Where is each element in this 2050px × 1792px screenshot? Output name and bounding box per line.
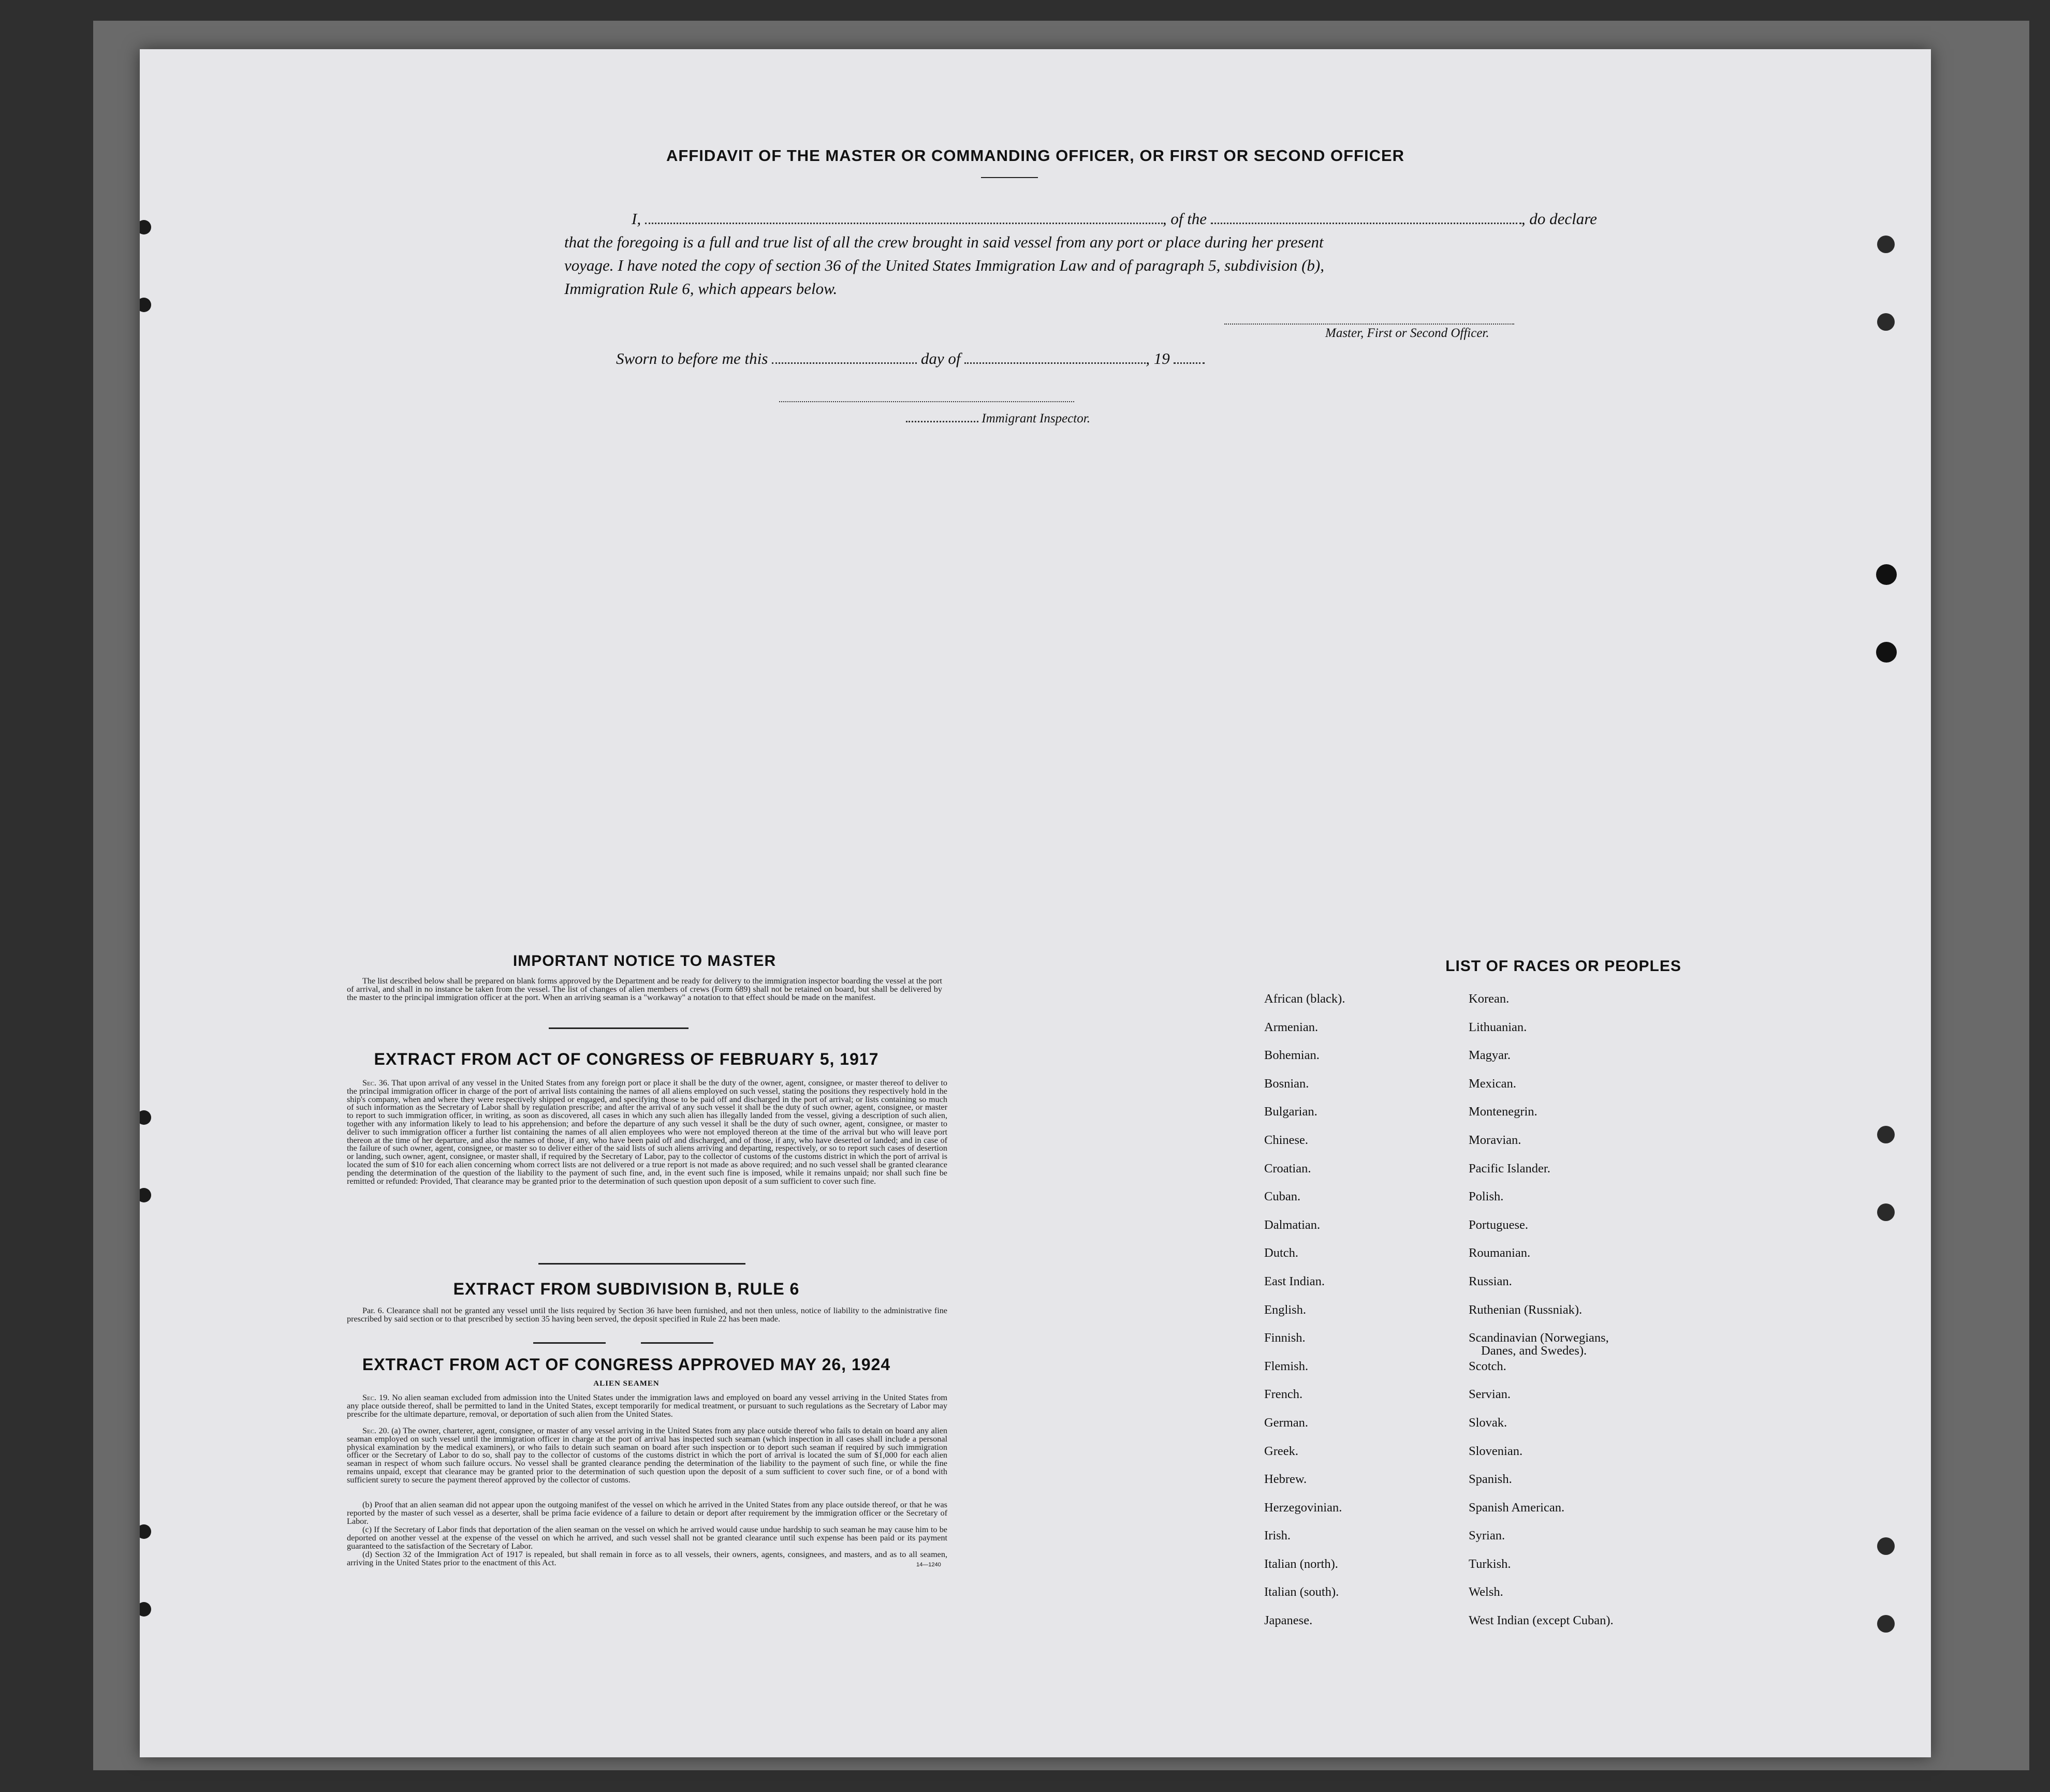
affidavit-title: AFFIDAVIT OF THE MASTER OR COMMANDING OFFICER, OR FIRST OR SECOND OFFICER (666, 146, 1405, 165)
document-sheet (140, 49, 1931, 1757)
i-label: I, (632, 210, 641, 228)
binder-hole (1876, 642, 1897, 663)
sec20-text: (a) The owner, charterer, agent, consignee, or master of any vessel arriving in the United States from any place outside thereof who fails to detain on board any alien seaman employed on such vessel until the immigration officer in charge at the port of arrival has inspected such seaman (which inspection in all cases shall include a personal physical examination by the medical examiners), or who fails to detain such seaman on board after such inspection or to deport such seaman if required by such immigration officer or the Secretary of Labor to do so, shall pay to the collector of customs of the customs district in which the port of arrival is located the sum of $1,000 for each alien seaman in respect of whom such failure occurs. No vessel shall be granted clearance pending the determination of the liability to the payment of such fine, or while the fine remains unpaid, except that clearance may be granted prior to the determination of such question upon the deposit of a sum sufficient to cover such fine, or of a bond with sufficient surety to secure the payment thereof approved by the collector of customs. (347, 1426, 948, 1485)
race-item: Mexican. (1469, 1076, 1516, 1091)
name-blank[interactable] (645, 221, 1163, 224)
master-signature-line[interactable] (1224, 324, 1514, 325)
sworn-year-label: , 19 (1146, 349, 1170, 368)
race-item: Welsh. (1469, 1585, 1503, 1599)
race-item: Pacific Islander. (1469, 1161, 1550, 1176)
race-item: Armenian. (1264, 1020, 1319, 1034)
race-item: Japanese. (1264, 1613, 1313, 1628)
sec20-label: Sec. 20. (362, 1426, 389, 1435)
sec20-body (347, 1427, 947, 1485)
month-blank[interactable] (964, 360, 1146, 364)
year-blank[interactable] (1174, 360, 1205, 364)
race-item: African (black). (1264, 992, 1345, 1006)
race-item: Moravian. (1469, 1133, 1521, 1147)
section-divider (549, 1027, 689, 1029)
race-item: Ruthenian (Russniak). (1469, 1302, 1583, 1317)
race-item: Cuban. (1264, 1189, 1301, 1204)
binder-hole (140, 1110, 151, 1125)
section-divider (538, 1263, 745, 1265)
races-title: LIST OF RACES OR PEOPLES (1445, 958, 1681, 975)
extract-rule6-title: EXTRACT FROM SUBDIVISION B, RULE 6 (453, 1280, 800, 1298)
section-divider (641, 1342, 713, 1344)
binder-hole (140, 220, 151, 234)
race-item: Magyar. (1469, 1048, 1511, 1063)
race-item: Slovenian. (1469, 1444, 1523, 1458)
race-item: Bosnian. (1264, 1076, 1309, 1091)
race-item: English. (1264, 1302, 1306, 1317)
binder-hole (140, 1188, 151, 1202)
sec19-body (347, 1394, 947, 1418)
binder-hole (1877, 313, 1895, 331)
binder-hole (1876, 564, 1897, 585)
race-item: Hebrew. (1264, 1472, 1307, 1487)
races-column-2 (1469, 985, 1614, 1635)
race-item: Portuguese. (1469, 1217, 1528, 1232)
race-item: Polish. (1469, 1189, 1504, 1204)
sec20b-body: (b) Proof that an alien seaman did not appear upon the outgoing manifest of the vessel on which he arrived in the United States from any place outside thereof, or that he was reported by the master of such vessel as a deserter, shall be prima facie evidence of a failure to detain or deport after requirement by the immigration officer or the Secretary of Labor. (347, 1500, 947, 1526)
extract-1924-title: EXTRACT FROM ACT OF CONGRESS APPROVED MAY 26, 1924 (362, 1355, 891, 1374)
form-number: 14—1240 (916, 1562, 941, 1568)
day-blank[interactable] (772, 360, 917, 364)
inspector-signature-line[interactable] (779, 401, 1074, 402)
race-item: Roumanian. (1469, 1246, 1531, 1260)
race-item: Italian (north). (1264, 1556, 1338, 1571)
title-underline (981, 177, 1038, 178)
sec19-label: Sec. 19. (362, 1393, 390, 1402)
race-item: Scotch. (1469, 1359, 1506, 1373)
race-item-continuation: Danes, and Swedes). (1481, 1344, 1587, 1358)
binder-hole (140, 298, 151, 312)
race-item: West Indian (except Cuban). (1469, 1613, 1614, 1628)
race-item: Montenegrin. (1469, 1105, 1537, 1119)
binder-hole (140, 1524, 151, 1539)
race-item: Syrian. (1469, 1529, 1505, 1543)
races-column-1 (1264, 985, 1345, 1635)
sec36-text: That upon arrival of any vessel in the United States from any foreign port or place it shall be the duty of the owner, agent, consignee, or master thereof to deliver to the principal immigration officer in charge of the port of arrival lists containing the names of all aliens employed on such vessel, stating the positions they respectively hold in the ship's company, when and where they were respectively shipped or engaged, and specifying those to be paid off and discharged in the port of arrival; or lists containing so much of such information as the Secretary of Labor shall by regulation prescribe; and after the arrival of any such vessel it shall be the duty of such owner, agent, consignee, or master to report to such immigration officer, in writing, as soon as discovered, all cases in which any such alien has illegally landed from the vessel, giving a description of such alien, together with any information likely to lead to his apprehension; and before the departure of any such vessel it shall be the duty of such owner, agent, consignee, or master to deliver to such immigration officer a further list containing the names of all alien employees who were not employed thereon at the time of the arrival but who will leave port thereon at the time of her departure, and also the names of those, if any, who have been paid off and discharged, and of those, if any, who have deserted or landed; and in case of the failure of such owner, agent, consignee, or master so to deliver either of the said lists of such aliens arriving and departing, respectively, or so to report such cases of desertion or landing, such owner, agent, consignee, or master shall, if required by the Secretary of Labor, pay to the collector of customs of the customs district in which the port of arrival is located the sum of $10 for each alien concerning whom correct lists are not delivered or a true report is not made as above required; and no such vessel shall be granted clearance pending the determination of the question of the liability to the payment of such fine, and, in the event such fine is imposed, while it remains unpaid; nor shall such fine be remitted or refunded: Provided, That clearance may be granted prior to the determination of such question upon deposit of a sum sufficient to cover such fine. (347, 1078, 947, 1186)
race-item: Bohemian. (1264, 1048, 1320, 1063)
race-item: Croatian. (1264, 1161, 1311, 1176)
extract-1917-title: EXTRACT FROM ACT OF CONGRESS OF FEBRUARY 5, 1917 (374, 1050, 879, 1068)
race-item: French. (1264, 1387, 1303, 1402)
master-caption: Master, First or Second Officer. (1325, 326, 1489, 340)
race-item: Spanish. (1469, 1472, 1512, 1487)
extract-rule6-body: Par. 6. Clearance shall not be granted any vessel until the lists required by Section 36 have been furnished, and not then unless, notice of liability to the administrative fine prescribed by said section or to that prescribed by section 35 having been served, the deposit specified in Rule 22 has been made. (347, 1306, 947, 1324)
binder-hole (1877, 1615, 1895, 1633)
section-divider (533, 1342, 606, 1344)
inspector-blank[interactable] (906, 419, 978, 422)
sworn-day-label: day of (920, 349, 961, 368)
race-item: Greek. (1264, 1444, 1298, 1458)
declare-label: , do declare (1521, 210, 1597, 228)
inspector-caption-line (906, 412, 1090, 426)
affidavit-line-4: Immigration Rule 6, which appears below. (564, 280, 838, 298)
inspector-caption: Immigrant Inspector. (982, 412, 1090, 425)
race-item: Dalmatian. (1264, 1217, 1321, 1232)
sec20c-body: (c) If the Secretary of Labor finds that deportation of the alien seaman on the vessel on which he arrived would cause undue hardship to such seaman he may cause him to be deported on another vessel at the expense of the vessel on which he arrived, and such vessel shall not be granted clearance until such expense has been paid or its payment guaranteed to the satisfaction of the Secretary of Labor. (347, 1525, 947, 1551)
binder-hole (1877, 1203, 1895, 1221)
race-item: Russian. (1469, 1274, 1512, 1288)
race-item: Herzegovinian. (1264, 1500, 1342, 1515)
race-item: Servian. (1469, 1387, 1511, 1402)
extract-1917-body (347, 1079, 947, 1185)
race-item: Finnish. (1264, 1331, 1306, 1345)
binder-hole (1877, 1537, 1895, 1555)
race-item: Turkish. (1469, 1556, 1511, 1571)
sec36-label: Sec. 36. (362, 1078, 389, 1088)
race-item: Scandinavian (Norwegians, Danes, and Swedes). (1469, 1324, 1614, 1353)
race-item: Dutch. (1264, 1246, 1298, 1260)
race-item: Irish. (1264, 1529, 1291, 1543)
binder-hole (1877, 236, 1895, 253)
race-item: Chinese. (1264, 1133, 1309, 1147)
affidavit-line-3: voyage. I have noted the copy of section 36 of the United States Immigration Law and of paragraph 5, subdivision (b), (564, 256, 1324, 274)
notice-body: The list described below shall be prepared on blank forms approved by the Department and be ready for delivery to the immigration inspector boarding the vessel at the port of arrival, and shall in no instance be taken from the vessel. The list of changes of alien members of crews (Form 689) shall not be retained on board, but shall be delivered by the master to the principal immigration officer at the port. When an arriving seaman is a "workaway" a notation to that effect should be made on the manifest. (347, 976, 942, 1002)
sworn-prefix: Sworn to before me this (616, 349, 768, 368)
notice-title: IMPORTANT NOTICE TO MASTER (512, 952, 777, 970)
race-item: East Indian. (1264, 1274, 1325, 1288)
race-item: Spanish American. (1469, 1500, 1565, 1515)
race-item: Korean. (1469, 992, 1510, 1006)
affidavit-line-1 (595, 210, 1597, 228)
sworn-line (616, 349, 1205, 368)
race-item: Flemish. (1264, 1359, 1309, 1373)
sec19-text: No alien seaman excluded from admission into the United States under the immigration laws and employed on board any vessel arriving in the United States from any place outside thereof, shall be permitted to land in the United States, except temporarily for medical treatment, or pursuant to such regulations as the Secretary of Labor may prescribe for the ultimate departure, removal, or deportation of such alien from the United States. (347, 1393, 948, 1419)
race-item: Slovak. (1469, 1415, 1507, 1430)
affidavit-line-2: that the foregoing is a full and true list of all the crew brought in said vessel from any port or place during her present (564, 233, 1324, 251)
race-item: Lithuanian. (1469, 1020, 1527, 1034)
of-the-label: , of the (1162, 210, 1207, 228)
race-item: German. (1264, 1415, 1309, 1430)
vessel-blank[interactable] (1211, 221, 1521, 224)
alien-seamen-subtitle: ALIEN SEAMEN (593, 1379, 660, 1388)
binder-hole (140, 1602, 151, 1617)
binder-hole (1877, 1126, 1895, 1143)
race-item: Bulgarian. (1264, 1105, 1317, 1119)
race-item: Italian (south). (1264, 1585, 1339, 1599)
sec20d-body: (d) Section 32 of the Immigration Act of 1917 is repealed, but shall remain in force as to all vessels, their owners, agents, consignees, and masters, and as to all seamen, arriving in the United States prior to the enactment of this Act. (347, 1550, 947, 1567)
